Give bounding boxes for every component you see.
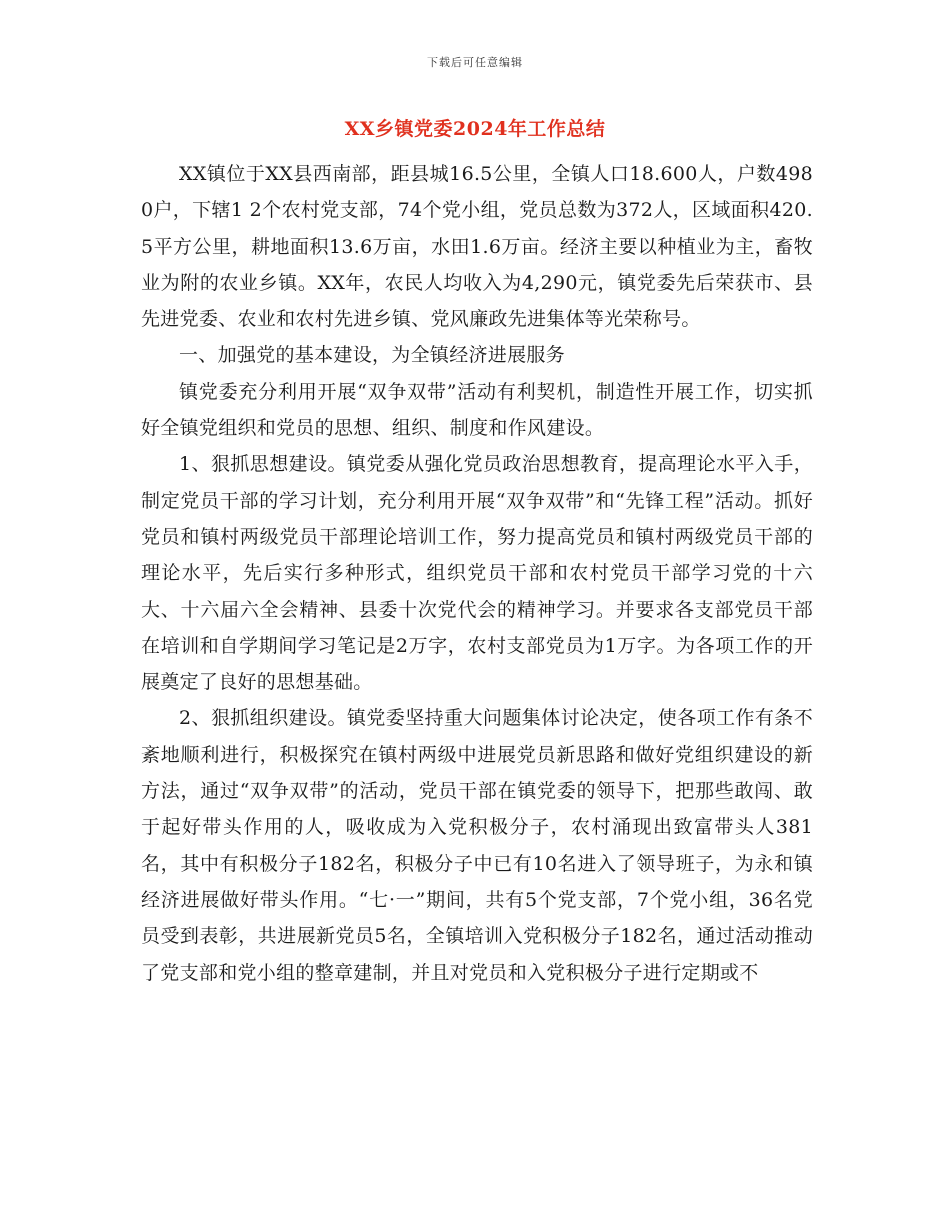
paragraph-overview: XX镇位于XX县西南部，距县城16.5公里，全镇人口18.600人，户数4980户，下辖1 2个农村党支部，74个党小组，党员总数为372人，区域面积420.5平方公里，耕地面积13.6万亩，水田1.6万亩。经济主要以种植业为主，畜牧业为附的农业乡镇。XX年，农民人均收入为4,290元，镇党委先后荣获市、县先进党委、农业和农村先进乡镇、党风廉政先进集体等光荣称号。 bbox=[141, 163, 813, 331]
paragraph-organization: 2、狠抓组织建设。镇党委坚持重大问题集体讨论决定，使各项工作有条不紊地顺利进行，积极探究在镇村两级中进展党员新思路和做好党组织建设的新方法，通过“双争双带”的活动，党员干部在镇党委的领导下，把那些敢闯、敢于起好带头作用的人，吸收成为入党积极分子，农村涌现出致富带头人381名，其中有积极分子182名，积极分子中已有10名进入了领导班子，为永和镇经济进展做好带头作用。“七·一”期间，共有5个党支部，7个党小组，36名党员受到表彰，共进展新党员5名，全镇培训入党积极分子182名，通过活动推动了党支部和党小组的整章建制，并且对党员和入党积极分子进行定期或不 bbox=[141, 707, 813, 984]
paragraph-intro: 镇党委充分利用开展“双争双带”活动有利契机，制造性开展工作，切实抓好全镇党组织和党员的思想、组织、制度和作风建设。 bbox=[141, 380, 813, 440]
paragraph-section-heading: 一、加强党的基本建设，为全镇经济进展服务 bbox=[179, 344, 566, 367]
document-title: XX乡镇党委2024年工作总结 bbox=[344, 118, 606, 140]
document-body bbox=[141, 156, 813, 991]
paragraph-ideology: 1、狠抓思想建设。镇党委从强化党员政治思想教育，提高理论水平入手，制定党员干部的学习计划，充分利用开展“双争双带”和“先锋工程”活动。抓好党员和镇村两级党员干部理论培训工作，努力提高党员和镇村两级党员干部的理论水平，先后实行多种形式，组织党员干部和农村党员干部学习党的十六大、十六届六全会精神、县委十次党代会的精神学习。并要求各支部党员干部在培训和自学期间学习笔记是2万字，农村支部党员为1万字。为各项工作的开展奠定了良好的思想基础。 bbox=[141, 453, 813, 694]
header-note: 下载后可任意编辑 bbox=[427, 56, 523, 69]
